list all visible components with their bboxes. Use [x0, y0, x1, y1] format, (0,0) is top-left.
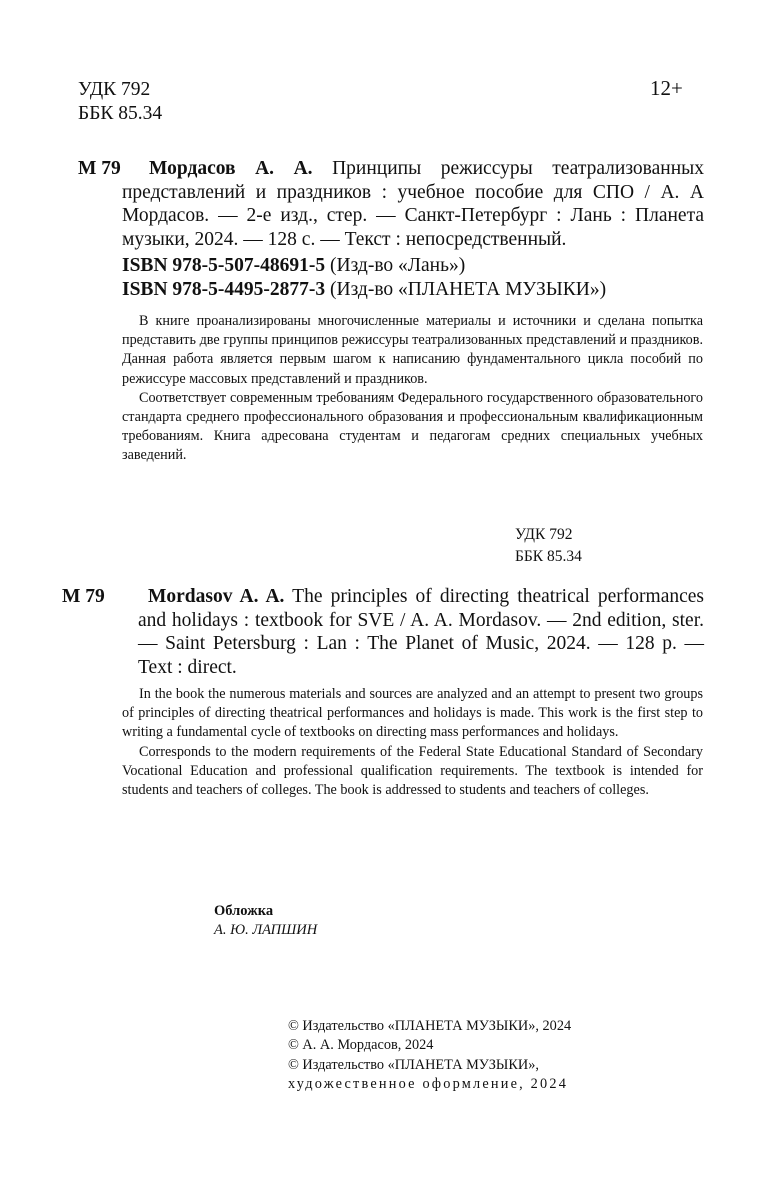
age-rating: 12+ — [650, 76, 683, 100]
author-name-en: Mordasov A. A. — [148, 586, 285, 607]
isbn-number: ISBN 978-5-4495-2877-3 — [122, 278, 326, 300]
bbk-code: ББК 85.34 — [78, 102, 163, 124]
record-description-ru: Принципы режиссуры театрализованных представлений и праздников : учебное пособие для СПО / А. А Мордасов. — 2-е изд., стер. — Санкт-Петербург : Лань : Планета музыки, 2024. — 128 с. — Текст : непосредственный. — [122, 158, 704, 250]
isbn-number: ISBN 978-5-507-48691-5 — [122, 255, 326, 276]
author-name-ru: Мордасов А. А. — [149, 158, 313, 179]
cover-artist: А. Ю. ЛАПШИН — [214, 922, 318, 938]
copyright-line: © Издательство «ПЛАНЕТА МУЗЫКИ», 2024 — [288, 1018, 572, 1034]
isbn-line — [122, 278, 704, 302]
isbn-line — [122, 254, 704, 278]
copyright-line: © Издательство «ПЛАНЕТА МУЗЫКИ», — [288, 1056, 539, 1073]
classification-codes-top — [78, 78, 162, 125]
cover-credit — [214, 902, 317, 940]
isbn-list — [122, 254, 704, 301]
udk-code: УДК 792 — [78, 79, 151, 100]
annotation-paragraph: In the book the numerous materials and sources are analyzed and an attempt to present two groups of principles of directing theatrical performances and holidays is made. This work is the first step to writing a fundamental cycle of textbooks on directing mass performances and holidays. — [122, 686, 703, 741]
bibliographic-record-en — [138, 585, 704, 679]
annotation-ru — [122, 312, 703, 466]
annotation-paragraph: Corresponds to the modern requirements of the Federal State Educational Standard of Secondary Vocational Education and professional qualification requirements. The textbook is intended for students and teachers of colleges. The book is addressed to students and teachers of colleges. — [122, 743, 703, 799]
record-description-en: The principles of directing theatrical performances and holidays : textbook for SVE / A. A. Mordasov. — 2nd edition, ster. — Saint Petersburg : Lan : The Planet of Music, 2024. — 128 p. — Text : direct. — [138, 586, 704, 678]
isbn-publisher: (Изд-во «Лань») — [330, 255, 466, 276]
isbn-publisher: (Изд-во «ПЛАНЕТА МУЗЫКИ») — [330, 278, 607, 300]
author-mark-ru: М 79 — [78, 158, 121, 179]
annotation-paragraph: Соответствует современным требованиям Федерального государственного образовательного стандарта среднего профессионального образования и профессиональным квалификационным требованиям. Книга адресована студентам и педагогам средних специальных учебных заведений. — [122, 389, 703, 464]
author-mark-en: M 79 — [62, 586, 105, 607]
annotation-en — [122, 685, 703, 800]
copyright-block — [288, 1017, 571, 1094]
udk-code: УДК 792 — [515, 526, 573, 543]
bbk-code: ББК 85.34 — [515, 548, 582, 565]
cover-label: Обложка — [214, 903, 274, 919]
copyright-line: художественное оформление, 2024 — [288, 1075, 569, 1092]
bibliographic-record-ru — [122, 157, 704, 251]
copyright-line: © А. А. Мордасов, 2024 — [288, 1037, 434, 1054]
classification-codes-en — [515, 524, 582, 568]
annotation-paragraph: В книге проанализированы многочисленные материалы и источники и сделана попытка представить две группы принципов режиссуры театрализованных представлений и праздников. Данная работа является первым шагом к написанию фундаментального цикла пособий по режиссуре массовых представлений и праздников. — [122, 313, 703, 387]
